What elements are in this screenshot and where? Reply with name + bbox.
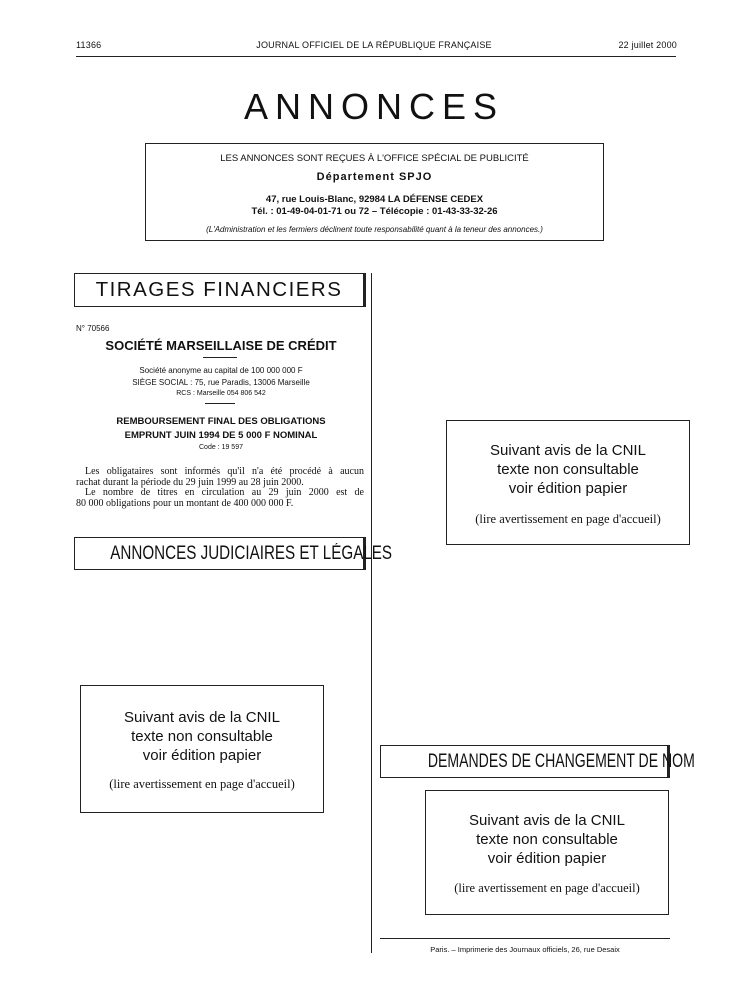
address: 47, rue Louis-Blanc, 92984 LA DÉFENSE CEDEX: [265, 194, 484, 205]
section-changement-de-nom: [380, 745, 695, 778]
page-number: 11366: [76, 40, 102, 50]
notice-number: N° 70566: [76, 324, 110, 333]
cnil-note: (lire avertissement en page d'accueil): [454, 881, 640, 895]
paragraph-line: 80 000 obligations pour un montant de 400 000 000 F.: [76, 497, 294, 509]
section-tirages-financiers: [74, 273, 366, 307]
footer-rule: [380, 938, 670, 939]
cnil-line-3: voir édition papier: [508, 480, 628, 497]
notice-body: [76, 467, 364, 509]
disclaimer: (L'Administration et les fermiers déclinent toute responsabilité quant à la teneur des annonces.): [206, 225, 543, 234]
issue-date: 22 juillet 2000: [618, 40, 677, 50]
column-divider: [371, 273, 372, 953]
company-address: SIÈGE SOCIAL : 75, rue Paradis, 13006 Marseille: [132, 378, 310, 387]
cnil-line-1: Suivant avis de la CNIL: [469, 812, 625, 829]
cnil-line-2: texte non consultable: [476, 831, 618, 848]
section-title: DEMANDES DE CHANGEMENT DE NOM: [427, 751, 695, 772]
section-title: TIRAGES FINANCIERS: [95, 278, 343, 301]
header-rule: [76, 56, 676, 57]
department-name: Département SPJO: [316, 171, 433, 183]
company-capital: Société anonyme au capital de 100 000 000 F: [139, 366, 303, 375]
cnil-note: (lire avertissement en page d'accueil): [109, 777, 295, 791]
separator: [205, 403, 235, 404]
paragraph-line: Les obligataires sont informés qu'il n'a été procédé à aucun: [85, 466, 364, 477]
separator: [203, 357, 237, 358]
cnil-notice-box: [80, 685, 324, 813]
cnil-line-1: Suivant avis de la CNIL: [124, 709, 280, 726]
footer-imprint: Paris. – Imprimerie des Journaux officiels, 26, rue Desaix: [430, 945, 620, 954]
company-name: SOCIÉTÉ MARSEILLAISE DE CRÉDIT: [105, 338, 337, 353]
cnil-line-1: Suivant avis de la CNIL: [490, 442, 646, 459]
section-annonces-judiciaires: [74, 537, 393, 570]
company-rcs: RCS : Marseille 054 806 542: [176, 390, 266, 397]
cnil-line-3: voir édition papier: [487, 850, 607, 867]
notice-heading-2: EMPRUNT JUIN 1994 DE 5 000 F NOMINAL: [124, 430, 318, 441]
paragraph-line: Le nombre de titres en circulation au 29 juin 2000 est de: [85, 487, 364, 498]
info-box: [145, 143, 604, 241]
notice-code: Code : 19 597: [199, 444, 243, 451]
cnil-notice-box: [446, 420, 690, 545]
page-title: ANNONCES: [243, 86, 505, 127]
phone-numbers: Tél. : 01-49-04-01-71 ou 72 – Télécopie : 01-43-33-32-26: [251, 206, 498, 217]
cnil-line-3: voir édition papier: [142, 747, 262, 764]
notice-heading-1: REMBOURSEMENT FINAL DES OBLIGATIONS: [116, 416, 326, 427]
cnil-note: (lire avertissement en page d'accueil): [475, 512, 661, 526]
cnil-notice-box: [425, 790, 669, 915]
cnil-line-2: texte non consultable: [497, 461, 639, 478]
paragraph-line: rachat durant la période du 29 juin 1999 au 28 juin 2000.: [76, 476, 304, 488]
info-line-1: LES ANNONCES SONT REÇUES À L'OFFICE SPÉCIAL DE PUBLICITÉ: [220, 153, 529, 164]
section-title: ANNONCES JUDICIAIRES ET LÉGALES: [110, 543, 393, 564]
cnil-line-2: texte non consultable: [131, 728, 273, 745]
journal-title: JOURNAL OFFICIEL DE LA RÉPUBLIQUE FRANÇAISE: [256, 40, 492, 50]
